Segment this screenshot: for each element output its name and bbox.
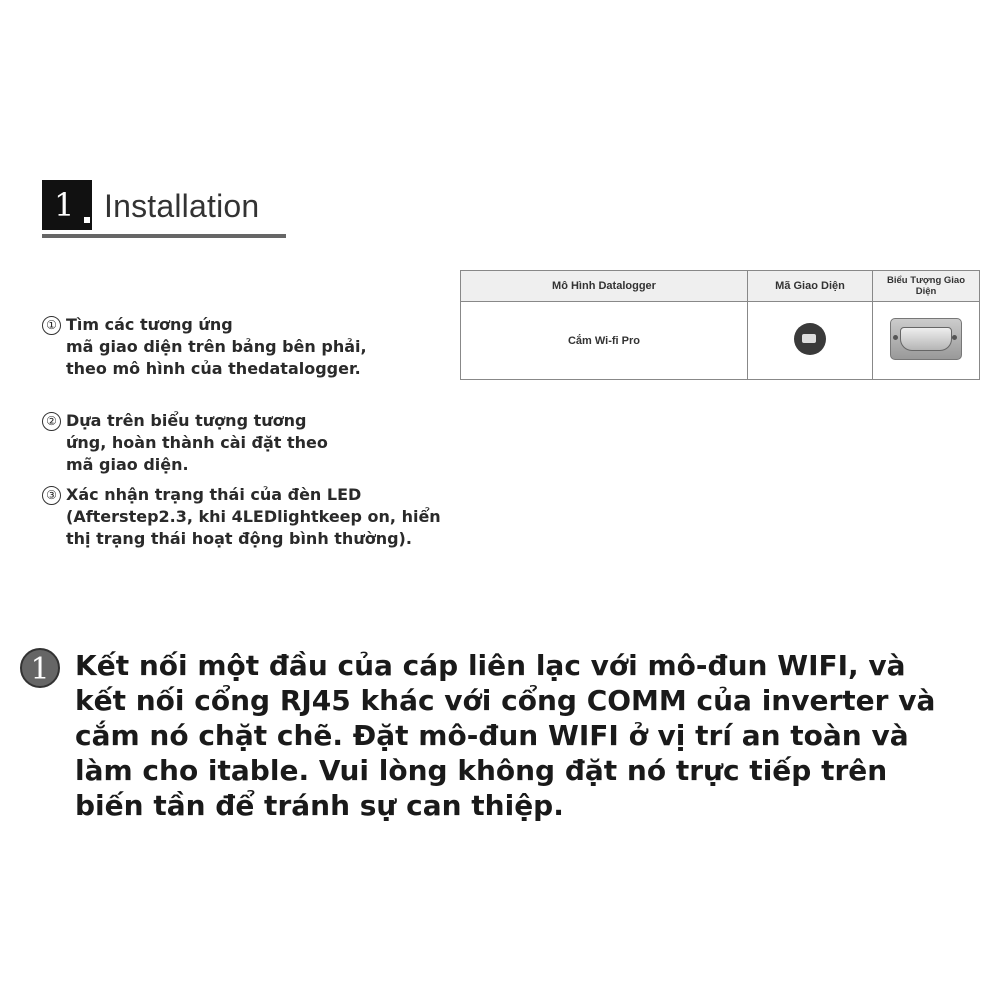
symbol-cell xyxy=(873,302,980,380)
code-cell xyxy=(748,302,873,380)
step-marker: ① xyxy=(42,316,61,335)
model-cell: Cắm Wi-fi Pro xyxy=(461,302,748,380)
step-marker: ③ xyxy=(42,486,61,505)
step-line: Xác nhận trạng thái của đèn LED xyxy=(66,485,362,504)
step-item-2 xyxy=(42,410,482,476)
step-list xyxy=(42,314,482,550)
step-line: mã giao diện. xyxy=(66,455,189,474)
column-header-symbol: Biểu Tượng Giao Diện xyxy=(873,271,980,302)
step-line: Dựa trên biểu tượng tương xyxy=(66,411,307,430)
instruction-number-badge: 1 xyxy=(20,648,60,688)
section-number: 1 xyxy=(42,180,92,230)
db9-connector-icon xyxy=(890,318,962,360)
step-line: Tìm các tương ứng xyxy=(66,315,233,334)
datalogger-table xyxy=(460,270,980,380)
step-item-1 xyxy=(42,314,482,380)
wifi-module-icon xyxy=(794,323,826,355)
step-line: ứng, hoàn thành cài đặt theo xyxy=(66,433,328,452)
instruction-text: Kết nối một đầu của cáp liên lạc với mô-đun WIFI, và kết nối cổng RJ45 khác với cổng COMM của inverter và cắm nó chặt chẽ. Đặt mô-đun WIFI ở vị trí an toàn và làm cho itable. Vui lòng không đặt nó trực tiếp trên biến tần để tránh sự can thiệp. xyxy=(75,649,936,822)
heading-underline xyxy=(42,234,286,238)
section-heading xyxy=(42,180,286,240)
step-line: mã giao diện trên bảng bên phải, xyxy=(66,337,367,356)
section-number-dot xyxy=(84,217,90,223)
step-line: (Afterstep2.3, khi 4LEDlightkeep on, hiển xyxy=(66,507,441,526)
table-row xyxy=(461,302,980,380)
column-header-model: Mô Hình Datalogger xyxy=(461,271,748,302)
table-header-row xyxy=(461,271,980,302)
column-header-code: Mã Giao Diện xyxy=(748,271,873,302)
step-item-3 xyxy=(42,484,482,550)
step-line: theo mô hình của thedatalogger. xyxy=(66,359,361,378)
step-line: thị trạng thái hoạt động bình thường). xyxy=(66,529,412,548)
section-title: Installation xyxy=(104,188,260,224)
step-marker: ② xyxy=(42,412,61,431)
